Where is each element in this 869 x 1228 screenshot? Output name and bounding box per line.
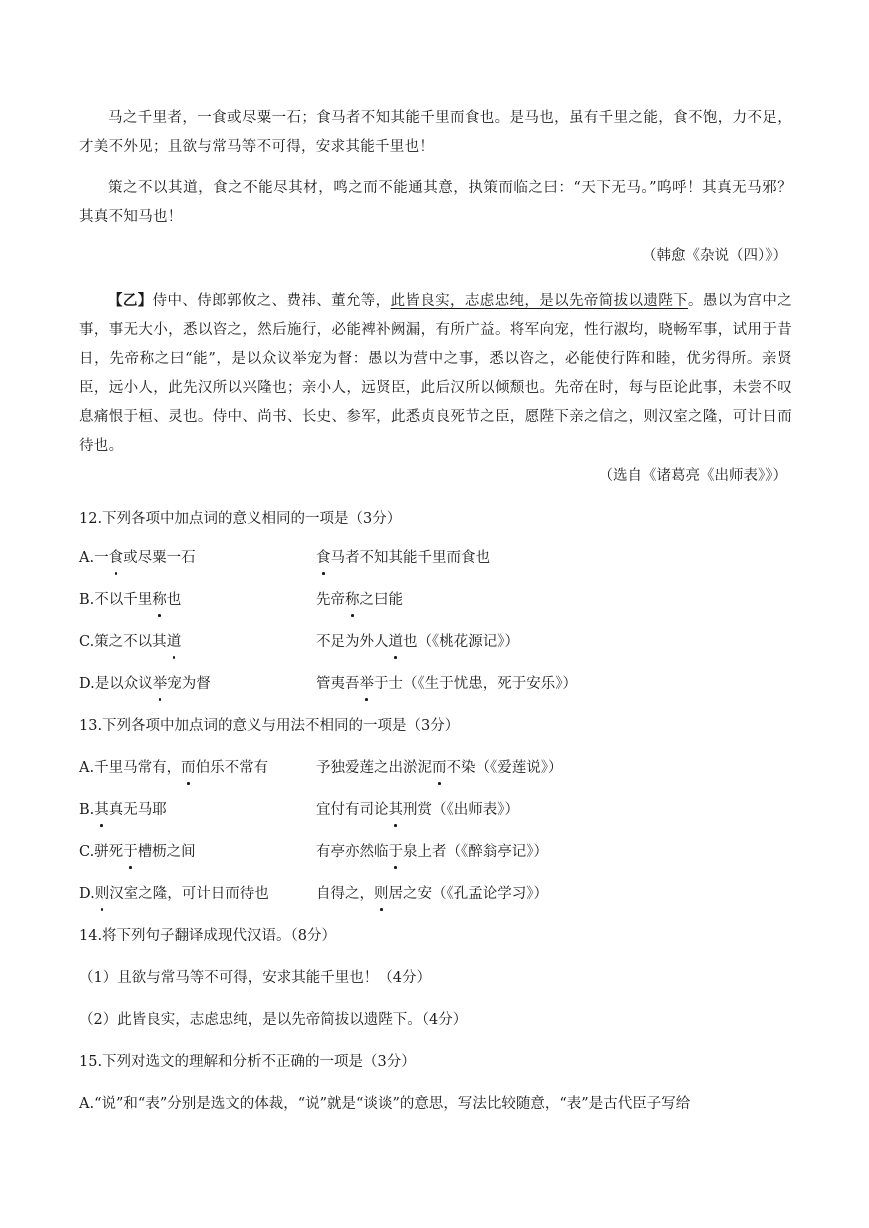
q12-option-c-left bbox=[79, 631, 181, 653]
yi-label: 【乙】 bbox=[108, 292, 153, 309]
q13-option-a-right bbox=[316, 757, 563, 779]
dotted-word: 而 bbox=[432, 757, 447, 779]
q15-option-a: A.“说”和“表”分别是选文的体裁，“说”就是“谈谈”的意思，写法比较随意，“表”是古代臣子写给 bbox=[79, 1096, 691, 1112]
text-span: 先帝 bbox=[316, 592, 345, 608]
q12-option-b-right bbox=[316, 589, 403, 611]
dotted-word: 于 bbox=[389, 841, 404, 863]
jia-paragraph-1: 马之千里者，一食或尽粟一石；食马者不知其能千里而食也。是马也，虽有千里之能，食不饱，力不足，才美不外见；且欲与常马等不可得，安求其能千里也！ bbox=[79, 110, 792, 155]
dotted-word: 道 bbox=[167, 631, 182, 653]
dotted-word: 举 bbox=[360, 673, 375, 695]
text-span: 也（《桃花源记》） bbox=[403, 634, 519, 650]
text-span: 居之安（《孔孟论学习》） bbox=[388, 886, 548, 902]
text-span: 真无马耶 bbox=[108, 802, 167, 818]
jia-source: （韩愈《杂说（四）》） bbox=[642, 248, 787, 264]
text-span: A.一 bbox=[79, 550, 109, 566]
q13-stem: 13.下列各项中加点词的意义与用法不相同的一项是（3分） bbox=[79, 718, 460, 734]
yi-text-pre: 侍中、侍郎郭攸之、费祎、董允等， bbox=[152, 293, 391, 309]
text-span: D.是以众议 bbox=[79, 676, 153, 692]
q15-stem: 15.下列对选文的理解和分析不正确的一项是（3分） bbox=[79, 1054, 416, 1070]
q12-stem: 12.下列各项中加点词的意义相同的一项是（3分） bbox=[79, 511, 402, 527]
text-span: 不染（《爱莲说》） bbox=[446, 760, 563, 776]
dotted-word: 而 bbox=[181, 757, 196, 779]
text-span: 槽枥之间 bbox=[137, 844, 196, 860]
text-span: 有亭亦然临 bbox=[316, 844, 389, 860]
text-span: B. bbox=[79, 802, 95, 818]
dotted-word: 其 bbox=[94, 799, 109, 821]
q12-option-a-left bbox=[79, 547, 196, 569]
yi-source: （选自《诸葛亮《出师表》》） bbox=[598, 468, 787, 484]
q12-option-c-right bbox=[316, 631, 519, 653]
text-span: 汉室之隆，可计日而待也 bbox=[109, 886, 269, 902]
text-span: 泉上者（《醉翁亭记》） bbox=[403, 844, 548, 860]
text-span: 也 bbox=[166, 592, 182, 608]
q14-stem: 14.将下列句子翻译成现代汉语。（8分） bbox=[79, 928, 337, 944]
dotted-word: 则 bbox=[95, 883, 110, 905]
q13-option-b-right bbox=[316, 799, 519, 821]
text-span: 伯乐不常有 bbox=[195, 760, 269, 776]
q13-option-d-right bbox=[316, 883, 548, 905]
q13-option-c-left bbox=[79, 841, 196, 863]
dotted-word: 举 bbox=[153, 673, 168, 695]
text-span: B.不以千里 bbox=[79, 592, 153, 608]
text-span: 宠为督 bbox=[167, 676, 211, 692]
text-span: 于士（《生于忧患，死于安乐》） bbox=[374, 676, 577, 692]
q14-sentence-1: （1）且欲与常马等不可得，安求其能千里也！（4分） bbox=[79, 970, 431, 986]
dotted-word: 称 bbox=[345, 589, 360, 611]
text-span: 予独爱莲之出淤泥 bbox=[316, 760, 432, 776]
q13-option-a-left bbox=[79, 757, 268, 779]
text-span: 宜付有司论 bbox=[316, 802, 389, 818]
q12-option-a-right bbox=[316, 547, 490, 569]
dotted-word: 于 bbox=[123, 841, 138, 863]
text-span: C.骈死 bbox=[79, 844, 124, 860]
dotted-word: 其 bbox=[389, 799, 404, 821]
text-span: 马者不知其能千里而食也 bbox=[330, 550, 490, 566]
jia-paragraph-2: 策之不以其道，食之不能尽其材，鸣之而不能通其意，执策而临之曰：“天下无马。”呜呼！其真无马邪？其真不知马也！ bbox=[79, 180, 792, 225]
dotted-word: 则 bbox=[374, 883, 389, 905]
q12-option-b-left bbox=[79, 589, 181, 611]
dotted-word: 称 bbox=[152, 589, 167, 611]
text-span: 管夷吾 bbox=[316, 676, 360, 692]
q12-option-d-right bbox=[316, 673, 577, 695]
text-span: D. bbox=[79, 886, 95, 902]
text-span: 自得之， bbox=[316, 886, 374, 902]
text-span: 或尽粟一石 bbox=[123, 550, 196, 566]
yi-text-post: 。愚以为宫中之事，事无大小，悉以咨之，然后施行，必能裨补阙漏，有所广益。将军向宠，性行淑均，晓畅军事，试用于昔日，先帝称之曰“能”，是以众议举宠为督：愚以为营中之事，悉以咨之，必能使行阵和睦，优劣得所。亲贤臣，远小人，此先汉所以兴隆也；亲小人，远贤臣，此后汉所以倾颓也。先帝在时，每与臣论此事，未尝不叹息痛恨于桓、灵也。侍中、尚书、长史、参军，此悉贞良死节之臣，愿陛下亲之信之，则汉室之隆，可计日而待也。 bbox=[79, 293, 793, 454]
dotted-word: 食 bbox=[316, 547, 331, 569]
text-span: 不足为外人 bbox=[316, 634, 389, 650]
yi-paragraph bbox=[79, 286, 792, 461]
q12-option-d-left bbox=[79, 673, 211, 695]
yi-underlined-sentence: 此皆良实，志虑忠纯，是以先帝简拔以遗陛下 bbox=[390, 293, 688, 309]
text-span: 之曰能 bbox=[359, 592, 403, 608]
text-span: C.策之不以其 bbox=[79, 634, 167, 650]
q13-option-b-left bbox=[79, 799, 167, 821]
q13-option-c-right bbox=[316, 841, 548, 863]
q14-sentence-2: （2）此皆良实，志虑忠纯，是以先帝简拔以遗陛下。（4分） bbox=[79, 1012, 468, 1028]
q13-option-d-left bbox=[79, 883, 269, 905]
dotted-word: 道 bbox=[389, 631, 404, 653]
text-span: A.千里马常有， bbox=[79, 760, 182, 776]
dotted-word: 食 bbox=[109, 547, 124, 569]
text-span: 刑赏（《出师表》） bbox=[403, 802, 519, 818]
